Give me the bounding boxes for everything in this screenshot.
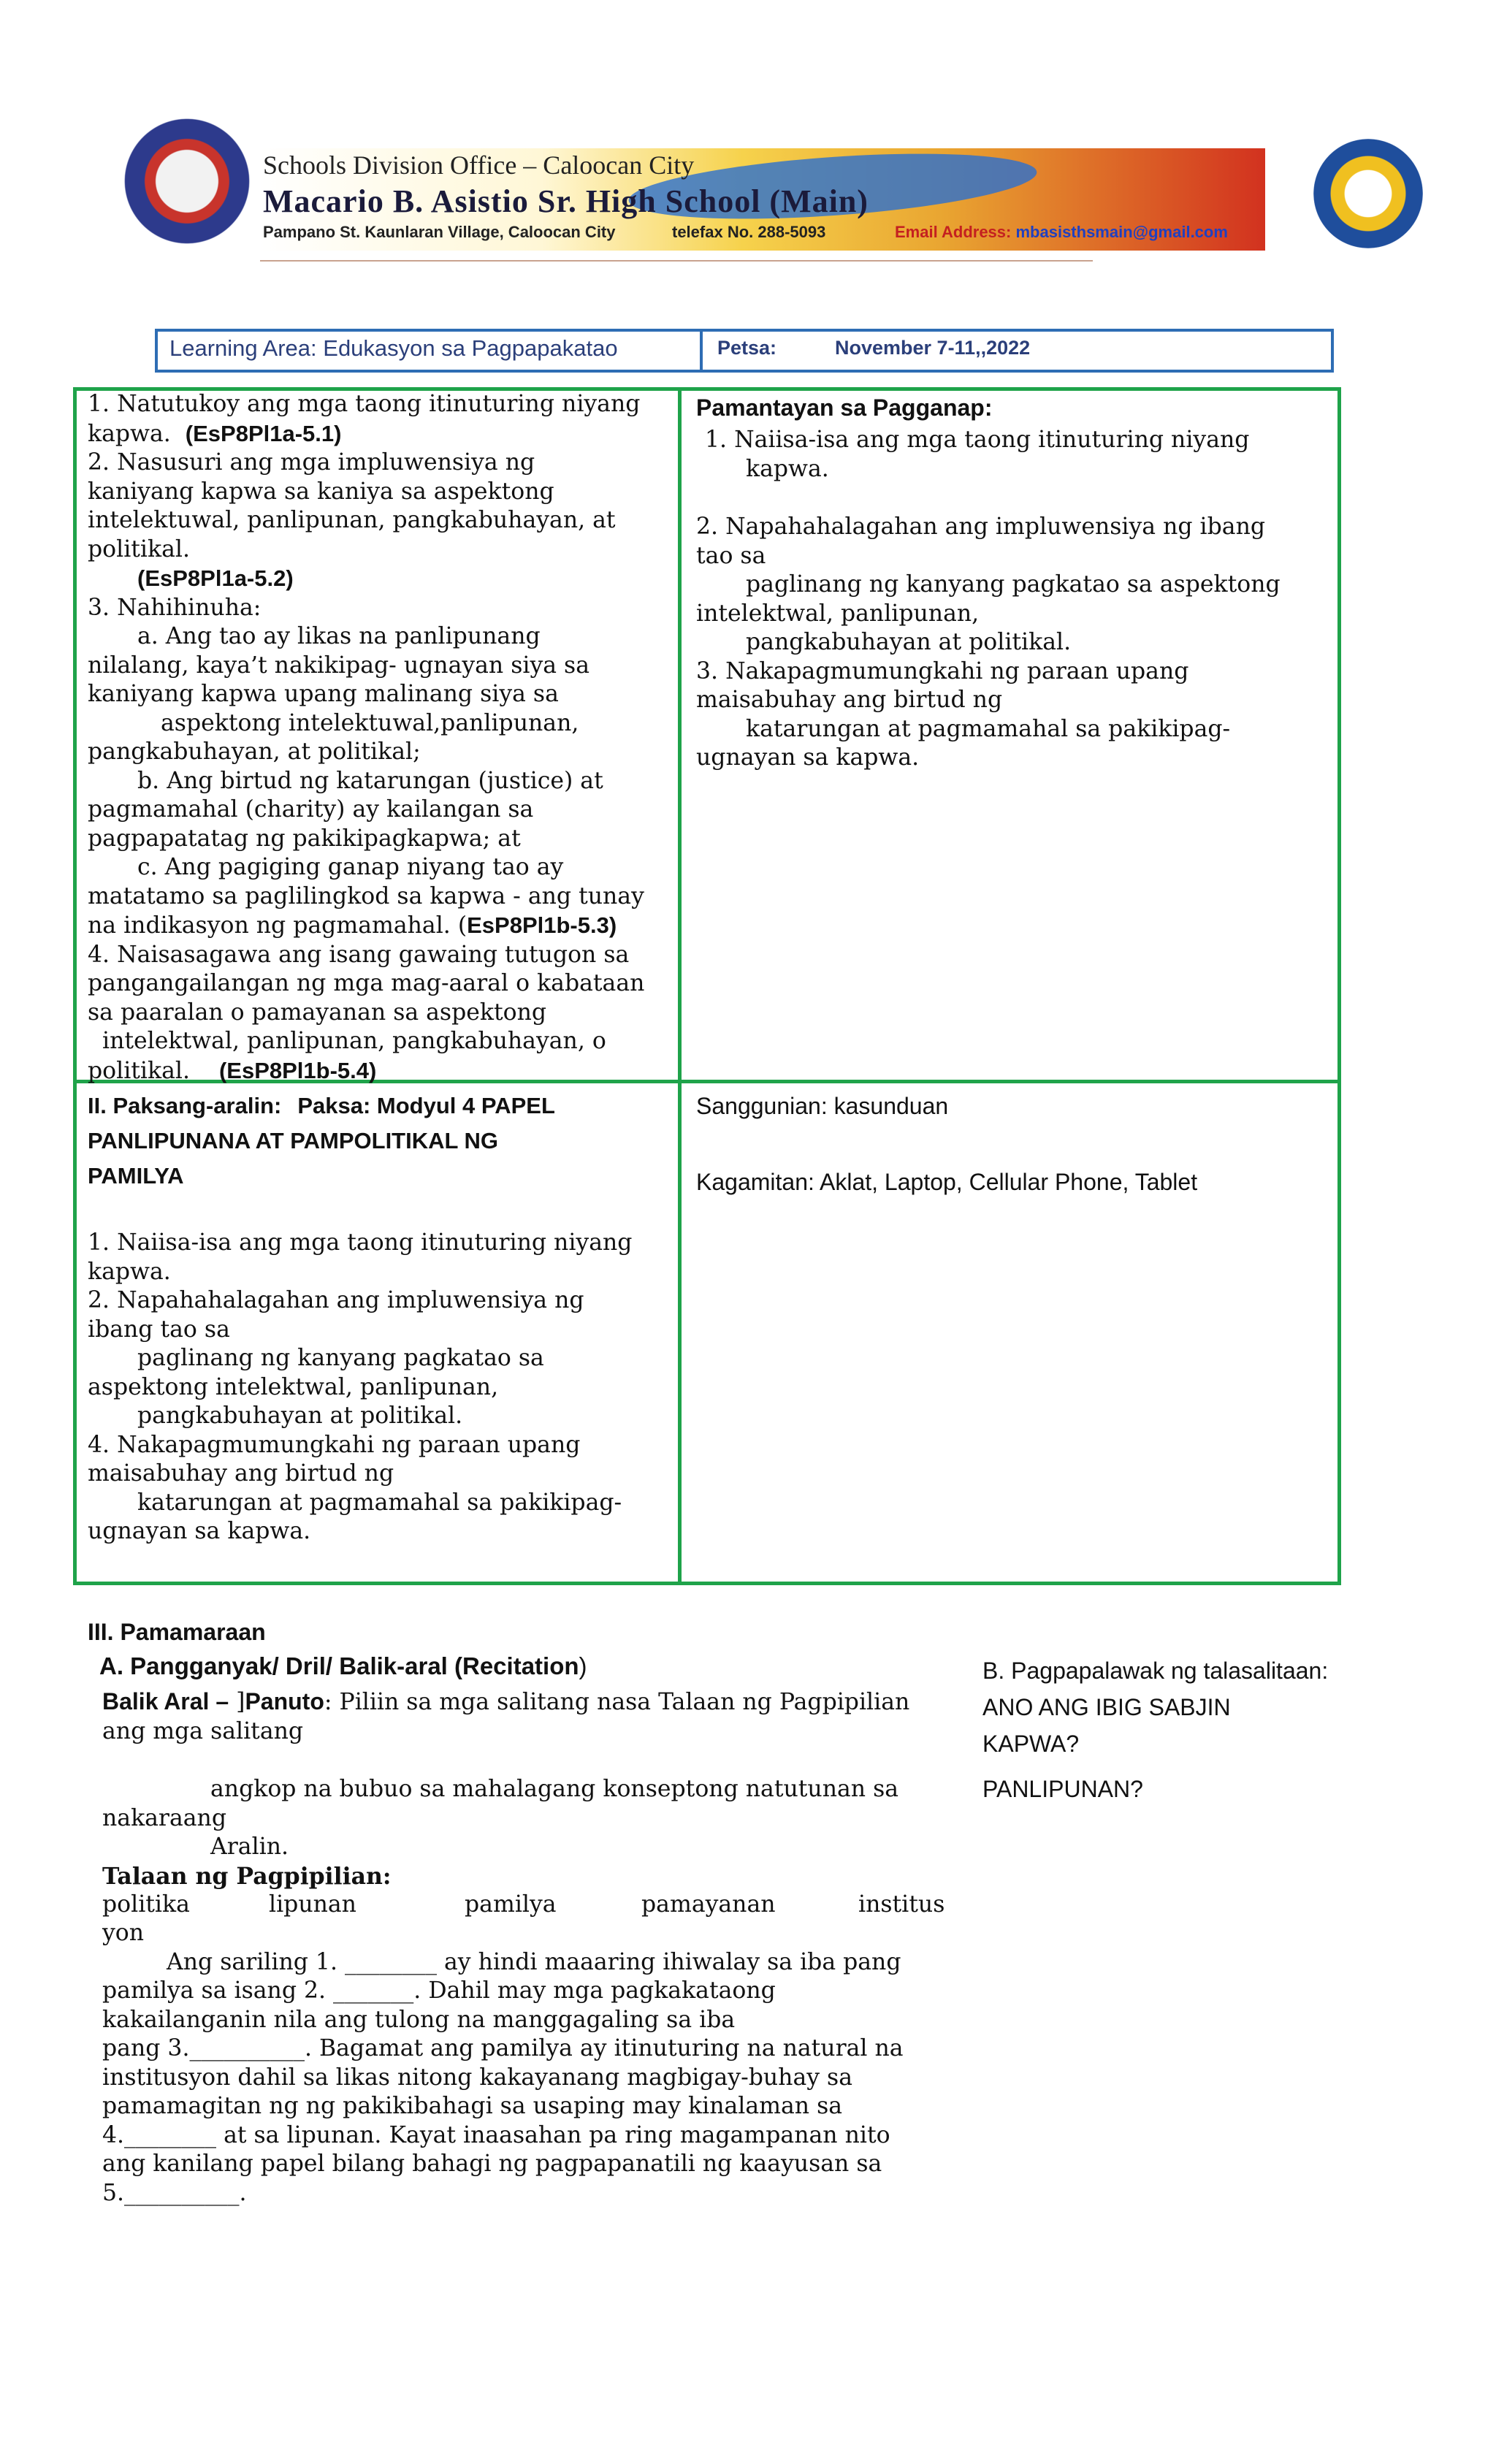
pamantayan-line: paglinang ng kanyang pagkatao sa aspektong bbox=[746, 571, 1281, 598]
fill-blank-line: Ang sariling 1. ________ ay hindi maaaring ihiwalay sa iba pang bbox=[167, 1948, 901, 1975]
petsa-label: Petsa: bbox=[717, 337, 777, 359]
kagamitan-text: Kagamitan: Aklat, Laptop, Cellular Phone, Tablet bbox=[696, 1169, 1198, 1195]
email-value: mbasisthsmain@gmail.com bbox=[1015, 223, 1228, 241]
division-office-name: Schools Division Office – Caloocan City bbox=[263, 150, 695, 180]
paksa-line: ugnayan sa kapwa. bbox=[88, 1518, 311, 1544]
pangganyak-title: A. Pangganyak/ Dril/ Balik-aral (Recitation) bbox=[99, 1652, 587, 1679]
pamantayan-line: maisabuhay ang birtud ng bbox=[696, 687, 1003, 713]
pamantayan-line: 2. Napahahalagahan ang impluwensiya ng ibang bbox=[696, 514, 1266, 540]
pamantayan-title: Pamantayan sa Pagganap: bbox=[696, 394, 993, 421]
objective-line: pangangailangan ng mga mag-aaral o kabataan bbox=[88, 970, 645, 996]
sanggunian-text: Sanggunian: kasunduan bbox=[696, 1093, 949, 1119]
objective-line: kaniyang kapwa sa kaniya sa aspektong bbox=[88, 478, 554, 505]
talasalitaan-title: B. Pagpapalawak ng talasalitaan: bbox=[982, 1658, 1329, 1684]
pamantayan-line: ugnayan sa kapwa. bbox=[696, 744, 920, 771]
pamantayan-line: 3. Nakapagmumungkahi ng paraan upang bbox=[696, 657, 1189, 684]
paksa-line: katarungan at pagmamahal sa pakikipag- bbox=[137, 1489, 622, 1516]
school-name: Macario B. Asistio Sr. High School (Main) bbox=[263, 183, 869, 219]
objective-line: pangkabuhayan, at politikal; bbox=[88, 739, 421, 765]
balik-aral-instructions bbox=[102, 1687, 950, 2208]
choice-item: lipunan bbox=[269, 1891, 356, 1918]
objective-line: matatamo sa paglilingkod sa kapwa - ang tunay bbox=[88, 882, 644, 909]
objective-line: 1. Natutukoy ang mga taong itinuturing niyang bbox=[88, 391, 641, 417]
pamantayan-line: katarungan at pagmamahal sa pakikipag- bbox=[746, 715, 1231, 742]
pamantayan-line: 1. Naiisa-isa ang mga taong itinuturing niyang bbox=[705, 427, 1250, 453]
objective-line: 2. Nasusuri ang mga impluwensiya ng bbox=[88, 449, 535, 476]
spacer bbox=[696, 484, 1281, 513]
talasalitaan-section bbox=[982, 1652, 1328, 1807]
school-seal-logo bbox=[123, 117, 251, 245]
division-seal-logo bbox=[1313, 139, 1423, 248]
paksa-title-line: PAMILYA bbox=[88, 1163, 184, 1189]
spacer bbox=[982, 1762, 1328, 1771]
pamantayan-line: intelektwal, panlipunan, bbox=[696, 600, 980, 627]
paksa-title: II. Paksang-aralin: Paksa: Modyul 4 PAPEL bbox=[88, 1093, 555, 1118]
pamantayan-cell bbox=[696, 392, 1281, 773]
objective-line: pagmamahal (charity) ay kailangan sa bbox=[88, 796, 534, 823]
objective-line: c. Ang pagiging ganap niyang tao ay bbox=[137, 854, 564, 880]
objective-line: b. Ang birtud ng katarungan (justice) at bbox=[137, 767, 603, 794]
choice-item: pamilya bbox=[465, 1891, 557, 1918]
objective-line: a. Ang tao ay likas na panlipunang bbox=[137, 623, 541, 649]
objective-line: 3. Nahihinuha: bbox=[88, 594, 262, 621]
objective-line: intelektuwal, panlipunan, pangkabuhayan, at bbox=[88, 507, 616, 533]
choice-item: pamayanan bbox=[641, 1891, 776, 1918]
paksa-line: aspektong intelektwal, panlipunan, bbox=[88, 1373, 499, 1400]
header-divider bbox=[260, 260, 1093, 262]
learning-area-divider bbox=[700, 329, 703, 373]
paksa-line: kapwa. bbox=[88, 1258, 171, 1285]
balik-aral-line: ang mga salitang bbox=[102, 1717, 304, 1744]
school-telefax: telefax No. 288-5093 bbox=[672, 223, 826, 241]
paksa-line: 4. Nakapagmumungkahi ng paraan upang bbox=[88, 1431, 581, 1458]
objective-line: politikal. (EsP8Pl1b-5.4) bbox=[88, 1057, 377, 1084]
email-label: Email Address: bbox=[895, 223, 1012, 241]
pamantayan-line: pangkabuhayan at politikal. bbox=[746, 629, 1072, 655]
objective-line: sa paaralan o pamayanan sa aspektong bbox=[88, 999, 547, 1026]
objective-line: kaniyang kapwa upang malinang siya sa bbox=[88, 681, 559, 707]
objective-line: pagpapatatag ng pakikipagkapwa; at bbox=[88, 825, 521, 852]
objective-line: aspektong intelektuwal,panlipunan, bbox=[161, 709, 579, 736]
fill-blank-line: pamilya sa isang 2. _______. Dahil may mga pagkakataong bbox=[102, 1977, 776, 2004]
table-vertical-divider bbox=[678, 387, 682, 1585]
talasalitaan-question: KAPWA? bbox=[982, 1731, 1080, 1757]
fill-blank-line: pang 3.__________. Bagamat ang pamilya ay itinuturing na natural na bbox=[102, 2035, 904, 2061]
choices-wrap: yon bbox=[102, 1920, 145, 1946]
paksa-title-line: PANLIPUNANA AT PAMPOLITIKAL NG bbox=[88, 1128, 498, 1153]
spacer bbox=[102, 1746, 950, 1775]
petsa-value: November 7-11,,2022 bbox=[835, 337, 1031, 359]
paksa-line: 1. Naiisa-isa ang mga taong itinuturing niyang bbox=[88, 1229, 633, 1256]
balik-aral-line: Aralin. bbox=[210, 1834, 289, 1860]
fill-blank-line: institusyon dahil sa likas nitong kakayanang magbigay-buhay sa bbox=[102, 2064, 852, 2091]
objective-line: intelektwal, panlipunan, pangkabuhayan, o bbox=[102, 1028, 606, 1054]
objective-line: nilalang, kaya’t nakikipag- ugnayan siya sa bbox=[88, 652, 590, 679]
objectives-cell bbox=[88, 390, 644, 1086]
paksa-line: maisabuhay ang birtud ng bbox=[88, 1460, 394, 1487]
choices-row bbox=[102, 1891, 950, 1919]
paksa-line: ibang tao sa bbox=[88, 1316, 230, 1343]
pamantayan-line: tao sa bbox=[696, 542, 766, 569]
pamamaraan-title: III. Pamamaraan bbox=[88, 1619, 266, 1645]
choice-item: politika bbox=[102, 1891, 190, 1918]
paksa-line: pangkabuhayan at politikal. bbox=[137, 1403, 463, 1429]
pamantayan-line: kapwa. bbox=[746, 455, 829, 482]
objective-code: (EsP8Pl1a-5.2) bbox=[137, 565, 294, 591]
fill-blank-line: ang kanilang papel bilang bahagi ng pagpapanatili ng kaayusan sa bbox=[102, 2151, 882, 2177]
fill-blank-line: kakailanganin nila ang tulong na manggagaling sa iba bbox=[102, 2006, 736, 2033]
objective-line: na indikasyon ng pagmamahal. (EsP8Pl1b-5.3) bbox=[88, 912, 617, 939]
objective-line: politikal. bbox=[88, 535, 190, 562]
paksang-aralin-cell bbox=[88, 1088, 632, 1546]
balik-aral-line: angkop na bubuo sa mahalagang konseptong natutunan sa bbox=[210, 1776, 899, 1802]
fill-blank-line: pamamagitan ng ng pakikibahagi sa usaping may kinalaman sa bbox=[102, 2093, 843, 2119]
choice-item: institus bbox=[858, 1891, 945, 1918]
talaan-title: Talaan ng Pagpipilian: bbox=[102, 1862, 392, 1890]
school-email bbox=[895, 223, 1228, 242]
talasalitaan-question: ANO ANG IBIG SABJIN bbox=[982, 1694, 1231, 1720]
paksa-line: paglinang ng kanyang pagkatao sa bbox=[137, 1345, 544, 1371]
balik-aral-line: Balik Aral – ]Panuto: Piliin sa mga salitang nasa Talaan ng Pagpipilian bbox=[102, 1688, 910, 1715]
spacer bbox=[88, 1194, 632, 1229]
fill-blank-line: 4.________ at sa lipunan. Kayat inaasahan pa ring magampanan nito bbox=[102, 2121, 890, 2148]
objective-line: 4. Naisasagawa ang isang gawaing tutugon sa bbox=[88, 941, 630, 968]
objective-line: kapwa. (EsP8Pl1a-5.1) bbox=[88, 420, 342, 447]
learning-area-label: Learning Area: Edukasyon sa Pagpapakatao bbox=[169, 335, 618, 361]
paksa-line: 2. Napahahalagahan ang impluwensiya ng bbox=[88, 1287, 584, 1313]
talasalitaan-question: PANLIPUNAN? bbox=[982, 1776, 1143, 1802]
balik-aral-line: nakaraang bbox=[102, 1804, 227, 1831]
school-address: Pampano St. Kaunlaran Village, Caloocan City bbox=[263, 223, 616, 241]
fill-blank-line: 5.__________. bbox=[102, 2179, 247, 2206]
